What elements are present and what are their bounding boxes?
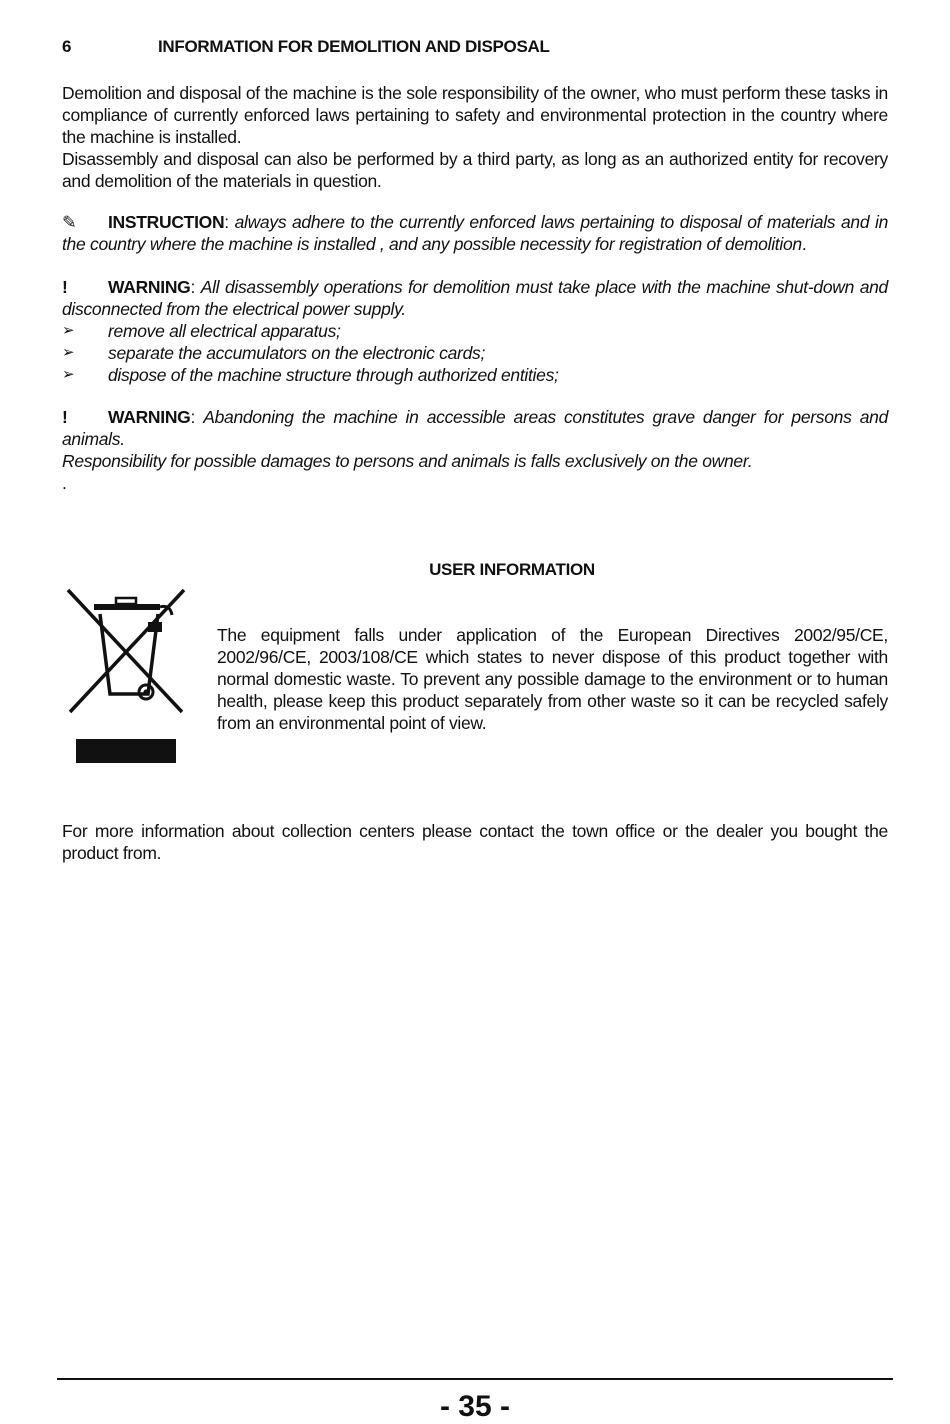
user-information-title: USER INFORMATION (429, 560, 595, 579)
intro-paragraph-1: Demolition and disposal of the machine is the sole responsibility of the owner, who must perform these tasks in compliance of currently enforced laws pertaining to safety and environmental protection in the country where the machine is installed. (62, 83, 888, 147)
user-information-text: The equipment falls under application of the European Directives 2002/95/CE, 2002/96/CE, 2003/108/CE which states to never dispose of this product together with normal domestic waste. To prevent any possible damage to the environment or to human health, please keep this product separately from other waste so it can be recycled safely from an environmental point of view. (217, 625, 888, 733)
arrow-bullet-icon: ➢ (62, 322, 75, 339)
section-heading (62, 36, 550, 58)
warning-exclamation-icon: ! (62, 277, 68, 297)
footer-divider (57, 1378, 893, 1380)
more-information: For more information about collection centers please contact the town office or the dealer you bought the product from. (62, 821, 888, 863)
warning-2-text: Abandoning the machine in accessible areas constitutes grave danger for persons and animals. (62, 407, 889, 449)
instruction-text: always adhere to the currently enforced laws pertaining to disposal of materials and in the country where the machine is installed , and any possible necessity for registration of demolition (62, 212, 889, 254)
list-item: ➢ dispose of the machine structure through authorized entities; (62, 365, 559, 385)
warning-note-2: ! WARNING: Abandoning the machine in accessible areas constitutes grave danger for persons and animals. Responsibility for possible damages to persons and animals is falls exclusively on the owner. . (62, 407, 889, 493)
warning-note-1: ! WARNING: All disassembly operations for demolition must take place with the machine shut-down and disconnected from the electrical power supply. ➢ remove all electrical apparatus; ➢ separate the accumulators on the electronic cards; ➢ dispose of the machine structure through authorized entities; (62, 277, 888, 385)
warning-exclamation-icon: ! (62, 407, 68, 427)
section-title: INFORMATION FOR DEMOLITION AND DISPOSAL (158, 37, 550, 56)
arrow-bullet-icon: ➢ (62, 366, 75, 383)
warning-2-label: WARNING (108, 407, 191, 427)
warning-2-responsibility: Responsibility for possible damages to persons and animals is falls exclusively on the owner. (62, 451, 753, 471)
stray-dot: . (62, 473, 67, 493)
pointing-hand-icon: ✎ (62, 212, 77, 232)
section-number: 6 (62, 37, 72, 56)
list-item: ➢ remove all electrical apparatus; (62, 321, 341, 341)
intro-paragraph-2: Disassembly and disposal can also be performed by a third party, as long as an authorized entity for recovery and demolition of the materials in question. (62, 149, 888, 191)
disassembly-steps (62, 320, 888, 386)
list-item: ➢ separate the accumulators on the electronic cards; (62, 343, 486, 363)
warning-1-label: WARNING (108, 277, 191, 297)
instruction-end: . (801, 234, 807, 254)
warning-1-text: All disassembly operations for demolition must take place with the machine shut-down and disconnected from the electrical power supply. (62, 277, 888, 319)
instruction-note: ✎ INSTRUCTION: always adhere to the currently enforced laws pertaining to disposal of materials and in the country where the machine is installed , and any possible necessity for registration of demolition. (62, 212, 889, 254)
instruction-label: INSTRUCTION (108, 212, 225, 232)
page-number: - 35 - (439, 1390, 511, 1423)
arrow-bullet-icon: ➢ (62, 344, 75, 361)
crossed-out-wheelie-bin-icon (64, 586, 188, 768)
intro-block (62, 82, 888, 192)
